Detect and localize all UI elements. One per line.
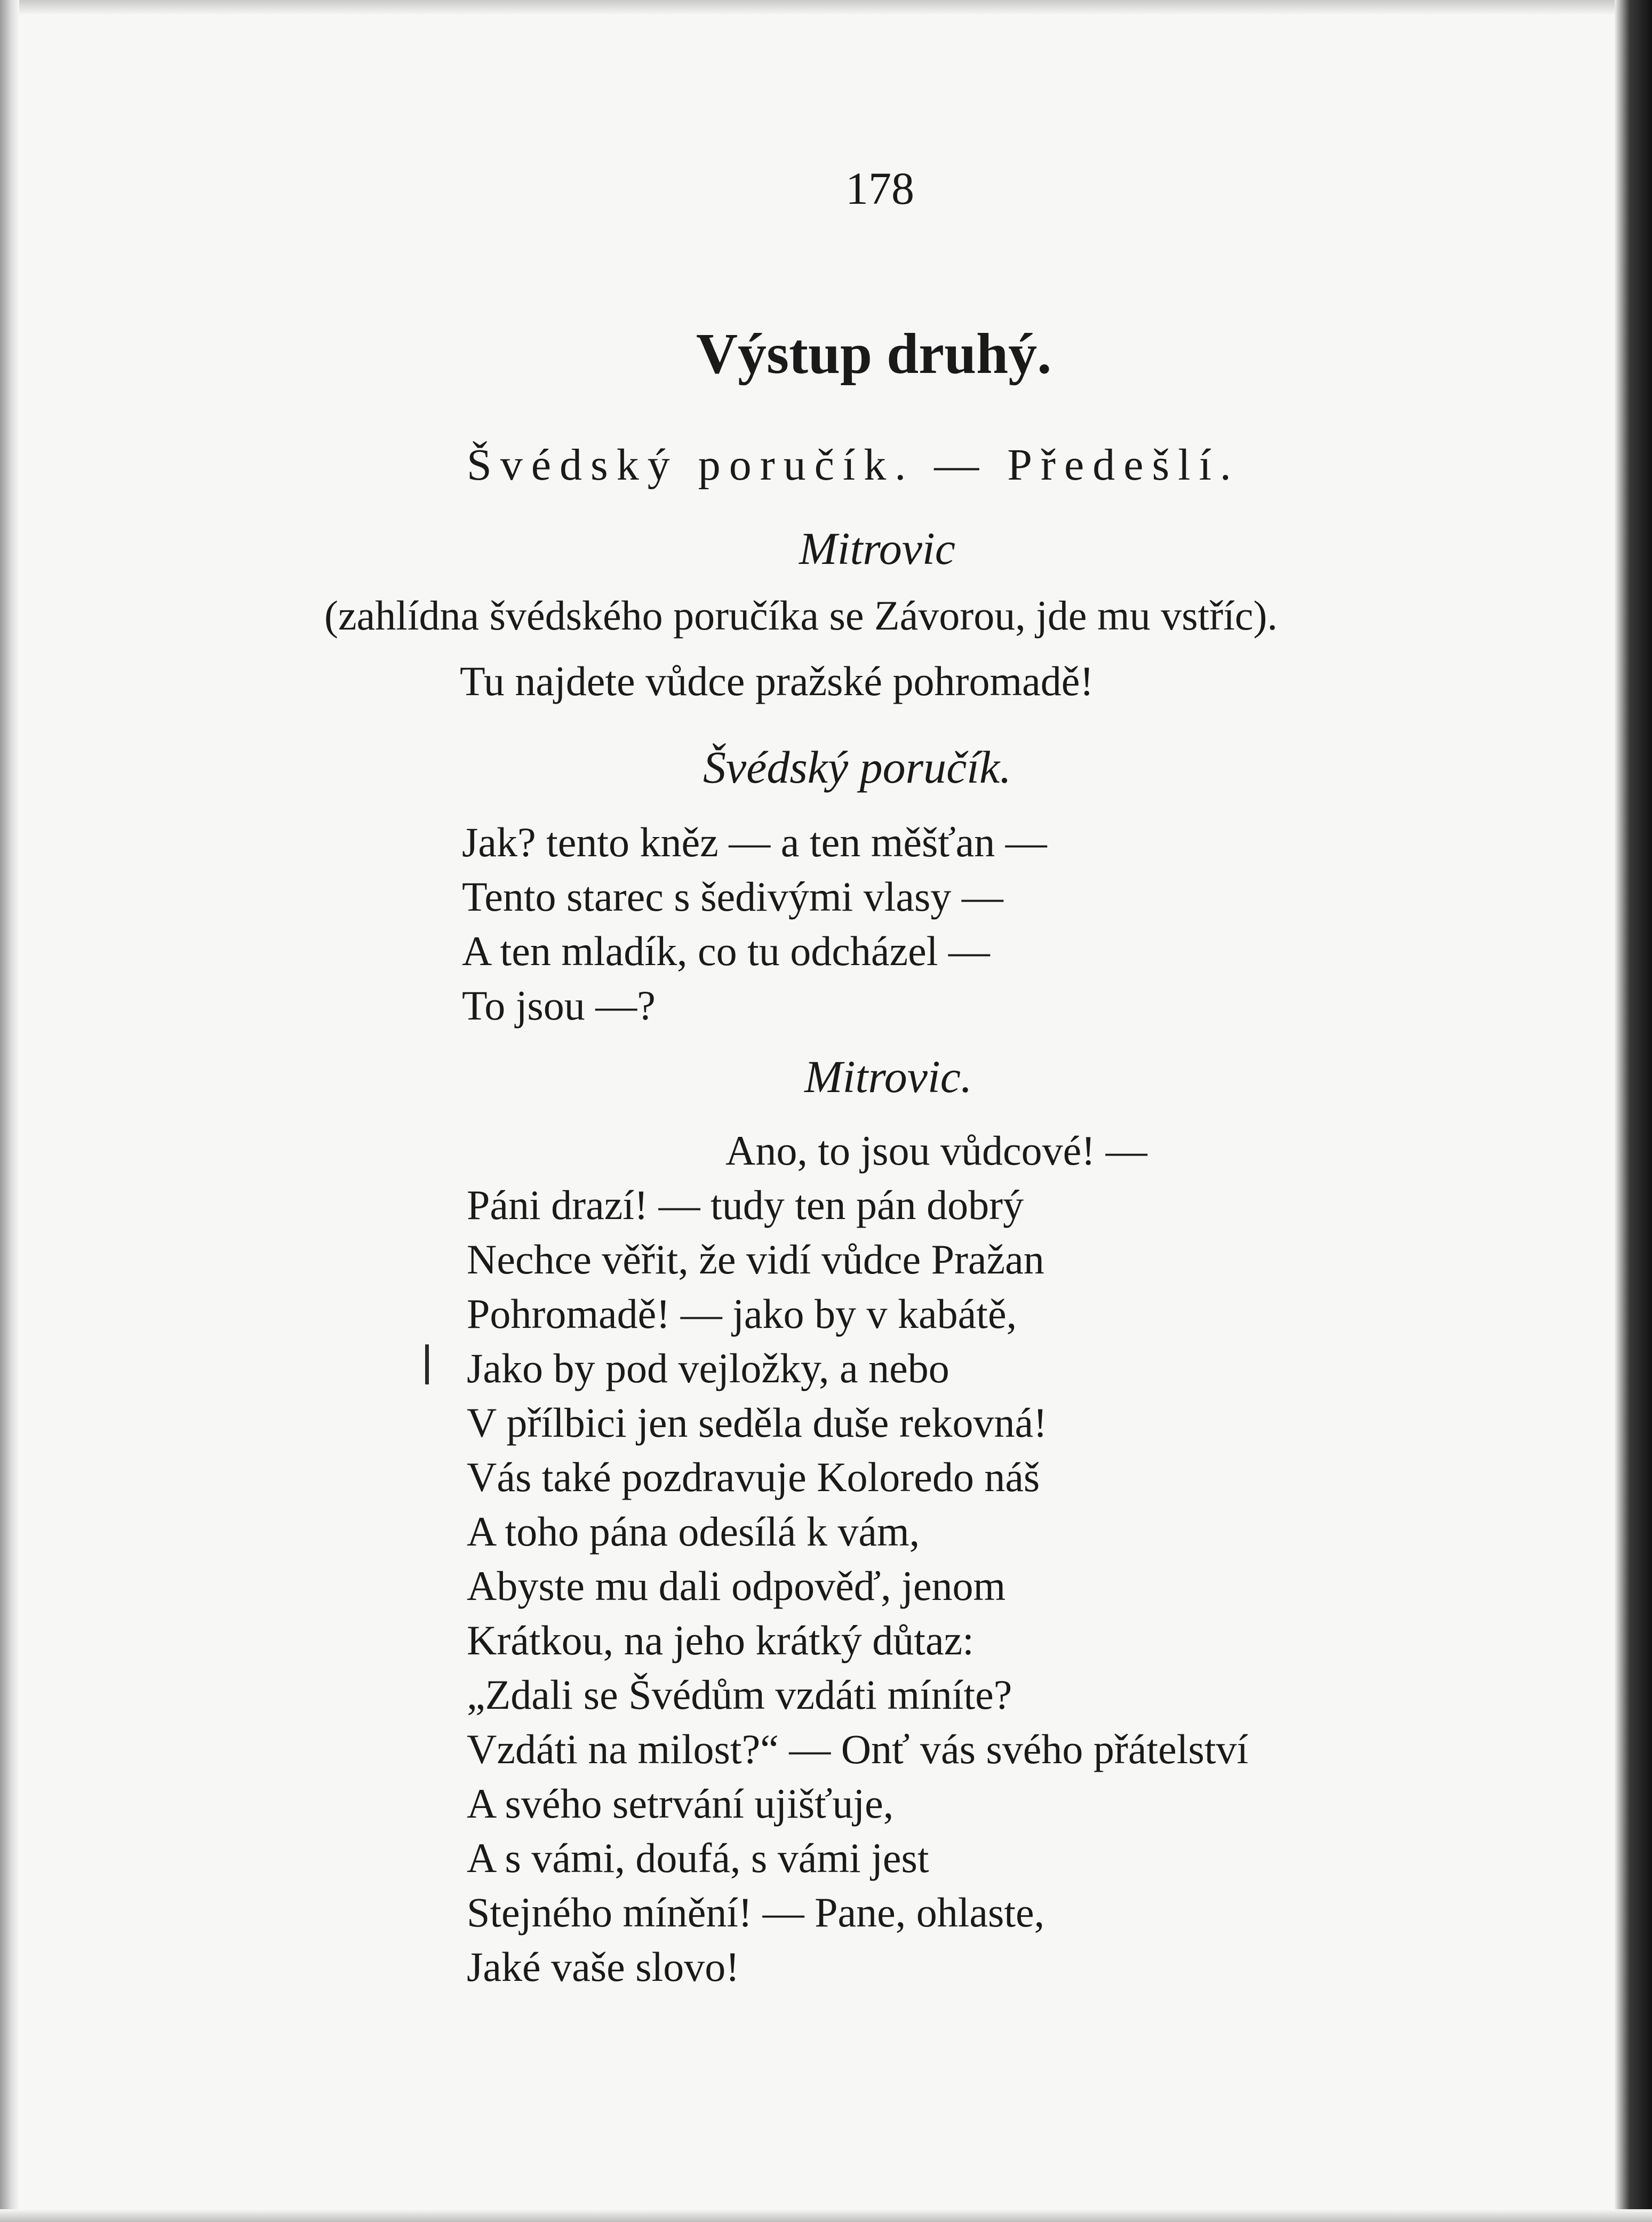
verse-line: Vás také pozdravuje Koloredo náš [467, 1454, 1040, 1500]
verse-line: „Zdali se Švédům vzdáti míníte? [467, 1671, 1012, 1718]
page-top-shadow [0, 0, 1652, 15]
verse-line: Tu najdete vůdce pražské pohromadě! [460, 658, 1094, 704]
cast-line: Švédský poručík. — Předešlí. [467, 440, 1240, 490]
stage-direction: (zahlídna švédského poručíka se Závorou, jde mu vstříc). [324, 592, 1278, 639]
verse-line: Pohromadě! — jako by v kabátě, [467, 1291, 1017, 1337]
verse-line: A toho pána odesílá k vám, [467, 1508, 920, 1555]
verse-line: V přílbici jen seděla duše rekovná! [467, 1399, 1048, 1446]
page-right-binding-shadow [1615, 0, 1652, 2222]
verse-line: Stejného mínění! — Pane, ohlaste, [467, 1889, 1045, 1936]
speaker-name: Mitrovic. [804, 1051, 972, 1102]
scene-heading: Výstup druhý. [696, 322, 1052, 386]
verse-line: Nechce věřit, že vidí vůdce Pražan [467, 1236, 1044, 1283]
verse-line: Tento starec s šedivými vlasy — [462, 873, 1003, 920]
page-left-shadow [0, 0, 19, 2222]
speaker-name: Mitrovic [799, 523, 955, 574]
verse-line: Abyste mu dali odpověď, jenom [467, 1563, 1006, 1609]
verse-line: Jak? tento kněz — a ten měšťan — [462, 819, 1047, 865]
verse-line: A s vámi, doufá, s vámi jest [467, 1835, 929, 1881]
verse-line: To jsou —? [462, 982, 656, 1029]
verse-line: Jako by pod vejložky, a nebo [467, 1345, 949, 1391]
verse-line: Krátkou, na jeho krátký důtaz: [467, 1617, 974, 1663]
page-number: 178 [845, 163, 914, 214]
verse-line: Vzdáti na milost?“ — Onť vás svého přátelství [467, 1726, 1249, 1772]
speaker-name: Švédský poručík. [703, 742, 1011, 793]
verse-line: Ano, to jsou vůdcové! — [725, 1127, 1147, 1174]
margin-mark [425, 1344, 429, 1384]
verse-line: A ten mladík, co tu odcházel — [462, 928, 990, 974]
verse-line: Jaké vaše slovo! [467, 1944, 740, 1990]
verse-line: Páni drazí! — tudy ten pán dobrý [467, 1182, 1024, 1228]
page-bottom-shadow [0, 2209, 1652, 2222]
verse-line: A svého setrvání ujišťuje, [467, 1780, 894, 1827]
